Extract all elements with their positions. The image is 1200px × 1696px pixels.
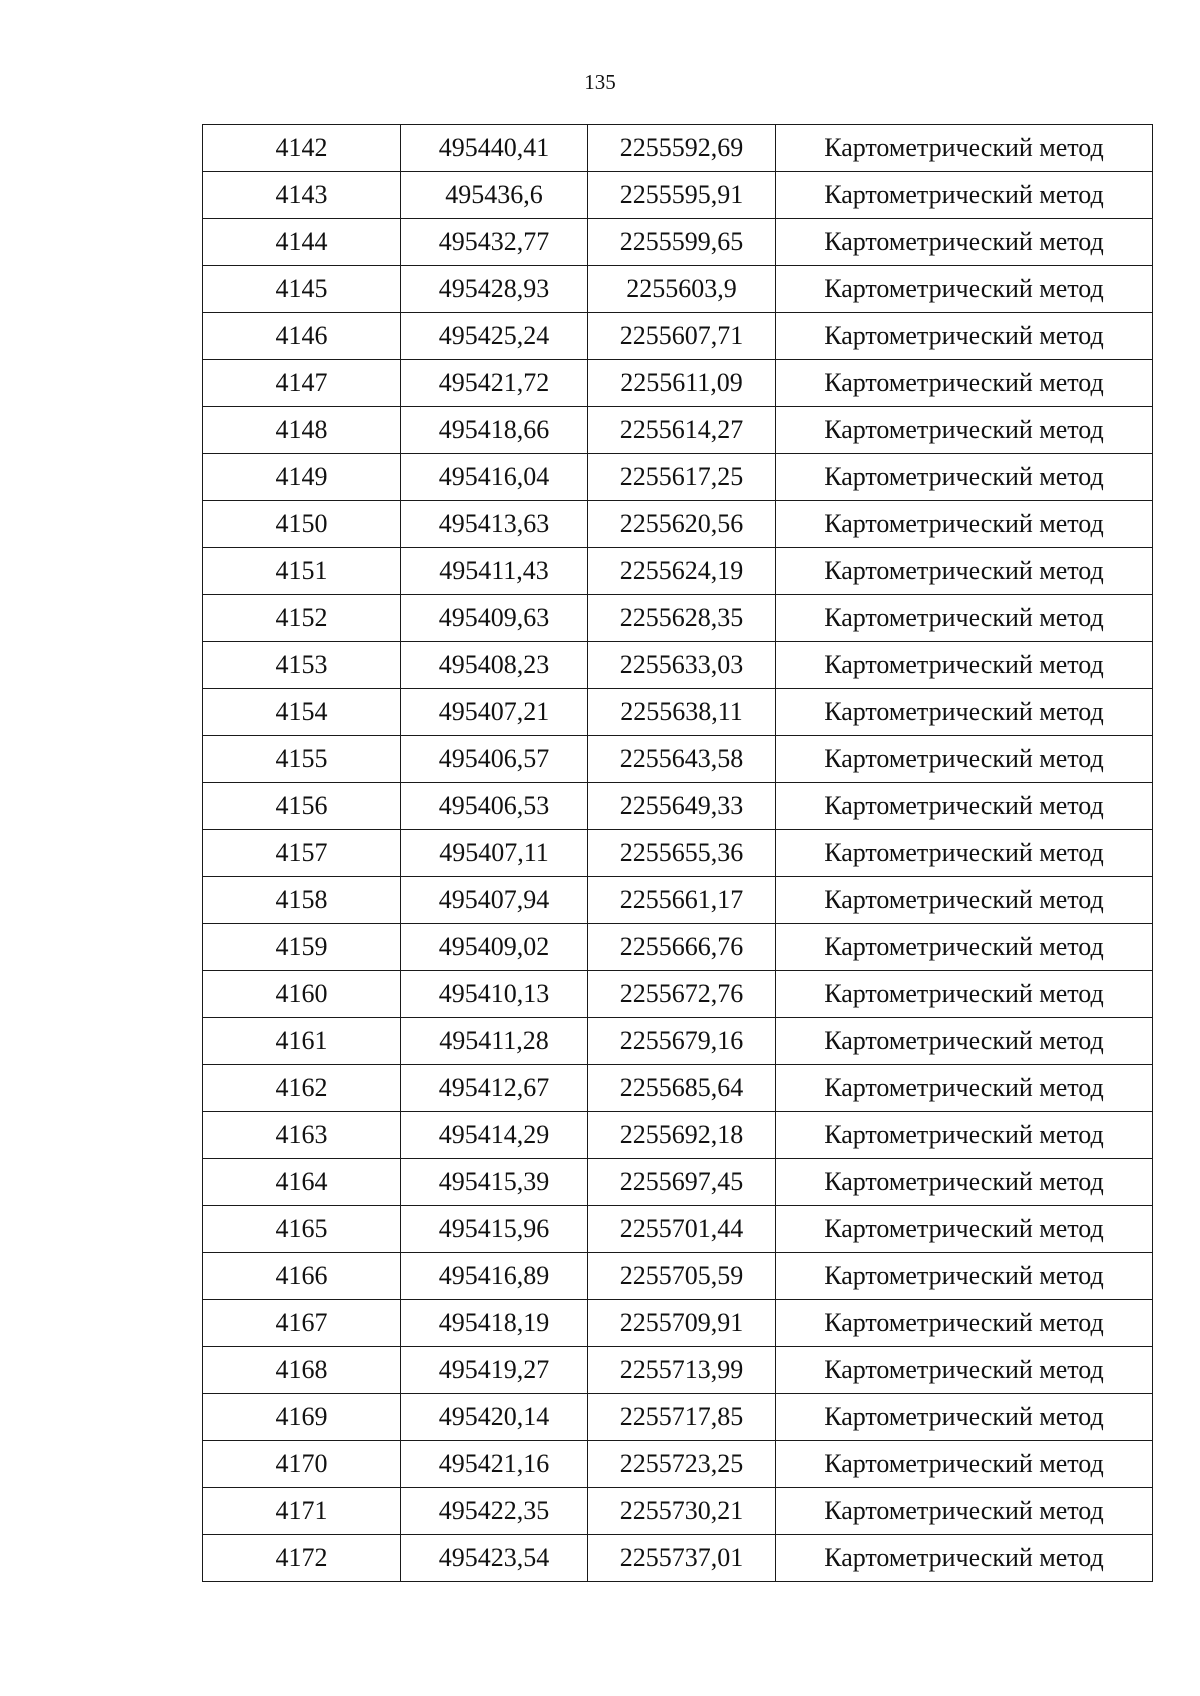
y-coordinate-cell: 2255705,59 xyxy=(588,1253,776,1300)
y-coordinate-cell: 2255697,45 xyxy=(588,1159,776,1206)
method-cell: Картометрический метод xyxy=(776,1206,1153,1253)
table-row xyxy=(203,313,1153,360)
point-number-cell: 4142 xyxy=(203,125,401,172)
x-coordinate-cell: 495425,24 xyxy=(401,313,588,360)
y-coordinate-cell: 2255603,9 xyxy=(588,266,776,313)
table-row xyxy=(203,1394,1153,1441)
x-coordinate-cell: 495408,23 xyxy=(401,642,588,689)
table-row xyxy=(203,1159,1153,1206)
y-coordinate-cell: 2255643,58 xyxy=(588,736,776,783)
point-number-cell: 4155 xyxy=(203,736,401,783)
table-row xyxy=(203,360,1153,407)
y-coordinate-cell: 2255628,35 xyxy=(588,595,776,642)
method-cell: Картометрический метод xyxy=(776,1159,1153,1206)
x-coordinate-cell: 495406,53 xyxy=(401,783,588,830)
table-row xyxy=(203,1441,1153,1488)
x-coordinate-cell: 495416,04 xyxy=(401,454,588,501)
point-number-cell: 4163 xyxy=(203,1112,401,1159)
method-cell: Картометрический метод xyxy=(776,501,1153,548)
x-coordinate-cell: 495432,77 xyxy=(401,219,588,266)
point-number-cell: 4165 xyxy=(203,1206,401,1253)
point-number-cell: 4143 xyxy=(203,172,401,219)
table-row xyxy=(203,1206,1153,1253)
table-row xyxy=(203,830,1153,877)
y-coordinate-cell: 2255717,85 xyxy=(588,1394,776,1441)
y-coordinate-cell: 2255737,01 xyxy=(588,1535,776,1582)
table-row xyxy=(203,548,1153,595)
point-number-cell: 4151 xyxy=(203,548,401,595)
page-number: 135 xyxy=(584,70,616,94)
method-cell: Картометрический метод xyxy=(776,407,1153,454)
y-coordinate-cell: 2255701,44 xyxy=(588,1206,776,1253)
table-row xyxy=(203,877,1153,924)
table-row xyxy=(203,783,1153,830)
x-coordinate-cell: 495406,57 xyxy=(401,736,588,783)
table-row xyxy=(203,501,1153,548)
x-coordinate-cell: 495418,19 xyxy=(401,1300,588,1347)
point-number-cell: 4152 xyxy=(203,595,401,642)
y-coordinate-cell: 2255709,91 xyxy=(588,1300,776,1347)
table-row xyxy=(203,454,1153,501)
method-cell: Картометрический метод xyxy=(776,219,1153,266)
y-coordinate-cell: 2255730,21 xyxy=(588,1488,776,1535)
table-row xyxy=(203,266,1153,313)
table-row xyxy=(203,1112,1153,1159)
method-cell: Картометрический метод xyxy=(776,1112,1153,1159)
method-cell: Картометрический метод xyxy=(776,877,1153,924)
table-row xyxy=(203,1253,1153,1300)
point-number-cell: 4166 xyxy=(203,1253,401,1300)
method-cell: Картометрический метод xyxy=(776,1300,1153,1347)
y-coordinate-cell: 2255679,16 xyxy=(588,1018,776,1065)
method-cell: Картометрический метод xyxy=(776,360,1153,407)
x-coordinate-cell: 495422,35 xyxy=(401,1488,588,1535)
method-cell: Картометрический метод xyxy=(776,971,1153,1018)
y-coordinate-cell: 2255620,56 xyxy=(588,501,776,548)
method-cell: Картометрический метод xyxy=(776,736,1153,783)
method-cell: Картометрический метод xyxy=(776,1253,1153,1300)
method-cell: Картометрический метод xyxy=(776,454,1153,501)
method-cell: Картометрический метод xyxy=(776,924,1153,971)
y-coordinate-cell: 2255685,64 xyxy=(588,1065,776,1112)
coordinates-table-body xyxy=(203,125,1153,1582)
method-cell: Картометрический метод xyxy=(776,1488,1153,1535)
x-coordinate-cell: 495409,02 xyxy=(401,924,588,971)
point-number-cell: 4150 xyxy=(203,501,401,548)
method-cell: Картометрический метод xyxy=(776,1441,1153,1488)
method-cell: Картометрический метод xyxy=(776,1065,1153,1112)
point-number-cell: 4154 xyxy=(203,689,401,736)
coordinates-table xyxy=(202,124,1153,1582)
x-coordinate-cell: 495411,28 xyxy=(401,1018,588,1065)
y-coordinate-cell: 2255617,25 xyxy=(588,454,776,501)
x-coordinate-cell: 495420,14 xyxy=(401,1394,588,1441)
method-cell: Картометрический метод xyxy=(776,783,1153,830)
point-number-cell: 4170 xyxy=(203,1441,401,1488)
x-coordinate-cell: 495407,21 xyxy=(401,689,588,736)
x-coordinate-cell: 495421,72 xyxy=(401,360,588,407)
y-coordinate-cell: 2255611,09 xyxy=(588,360,776,407)
point-number-cell: 4159 xyxy=(203,924,401,971)
y-coordinate-cell: 2255607,71 xyxy=(588,313,776,360)
x-coordinate-cell: 495410,13 xyxy=(401,971,588,1018)
point-number-cell: 4149 xyxy=(203,454,401,501)
point-number-cell: 4171 xyxy=(203,1488,401,1535)
method-cell: Картометрический метод xyxy=(776,595,1153,642)
y-coordinate-cell: 2255692,18 xyxy=(588,1112,776,1159)
y-coordinate-cell: 2255638,11 xyxy=(588,689,776,736)
table-row xyxy=(203,1018,1153,1065)
x-coordinate-cell: 495428,93 xyxy=(401,266,588,313)
point-number-cell: 4168 xyxy=(203,1347,401,1394)
table-row xyxy=(203,1300,1153,1347)
table-row xyxy=(203,125,1153,172)
y-coordinate-cell: 2255666,76 xyxy=(588,924,776,971)
y-coordinate-cell: 2255614,27 xyxy=(588,407,776,454)
point-number-cell: 4146 xyxy=(203,313,401,360)
method-cell: Картометрический метод xyxy=(776,172,1153,219)
table-row xyxy=(203,1347,1153,1394)
x-coordinate-cell: 495414,29 xyxy=(401,1112,588,1159)
x-coordinate-cell: 495412,67 xyxy=(401,1065,588,1112)
point-number-cell: 4164 xyxy=(203,1159,401,1206)
table-row xyxy=(203,219,1153,266)
x-coordinate-cell: 495418,66 xyxy=(401,407,588,454)
point-number-cell: 4167 xyxy=(203,1300,401,1347)
table-row xyxy=(203,1488,1153,1535)
point-number-cell: 4157 xyxy=(203,830,401,877)
y-coordinate-cell: 2255655,36 xyxy=(588,830,776,877)
table-row xyxy=(203,1065,1153,1112)
y-coordinate-cell: 2255672,76 xyxy=(588,971,776,1018)
point-number-cell: 4144 xyxy=(203,219,401,266)
point-number-cell: 4153 xyxy=(203,642,401,689)
table-row xyxy=(203,924,1153,971)
method-cell: Картометрический метод xyxy=(776,1347,1153,1394)
point-number-cell: 4156 xyxy=(203,783,401,830)
x-coordinate-cell: 495415,39 xyxy=(401,1159,588,1206)
method-cell: Картометрический метод xyxy=(776,689,1153,736)
point-number-cell: 4162 xyxy=(203,1065,401,1112)
x-coordinate-cell: 495416,89 xyxy=(401,1253,588,1300)
y-coordinate-cell: 2255592,69 xyxy=(588,125,776,172)
x-coordinate-cell: 495407,11 xyxy=(401,830,588,877)
point-number-cell: 4160 xyxy=(203,971,401,1018)
x-coordinate-cell: 495419,27 xyxy=(401,1347,588,1394)
method-cell: Картометрический метод xyxy=(776,1535,1153,1582)
method-cell: Картометрический метод xyxy=(776,642,1153,689)
y-coordinate-cell: 2255661,17 xyxy=(588,877,776,924)
x-coordinate-cell: 495415,96 xyxy=(401,1206,588,1253)
table-row xyxy=(203,736,1153,783)
table-row xyxy=(203,595,1153,642)
x-coordinate-cell: 495411,43 xyxy=(401,548,588,595)
x-coordinate-cell: 495409,63 xyxy=(401,595,588,642)
method-cell: Картометрический метод xyxy=(776,1018,1153,1065)
table-row xyxy=(203,642,1153,689)
point-number-cell: 4147 xyxy=(203,360,401,407)
point-number-cell: 4158 xyxy=(203,877,401,924)
y-coordinate-cell: 2255595,91 xyxy=(588,172,776,219)
method-cell: Картометрический метод xyxy=(776,313,1153,360)
point-number-cell: 4148 xyxy=(203,407,401,454)
point-number-cell: 4161 xyxy=(203,1018,401,1065)
method-cell: Картометрический метод xyxy=(776,548,1153,595)
x-coordinate-cell: 495421,16 xyxy=(401,1441,588,1488)
y-coordinate-cell: 2255599,65 xyxy=(588,219,776,266)
table-row xyxy=(203,407,1153,454)
table-row xyxy=(203,689,1153,736)
point-number-cell: 4172 xyxy=(203,1535,401,1582)
y-coordinate-cell: 2255633,03 xyxy=(588,642,776,689)
method-cell: Картометрический метод xyxy=(776,125,1153,172)
table-row xyxy=(203,1535,1153,1582)
y-coordinate-cell: 2255624,19 xyxy=(588,548,776,595)
method-cell: Картометрический метод xyxy=(776,1394,1153,1441)
method-cell: Картометрический метод xyxy=(776,830,1153,877)
x-coordinate-cell: 495407,94 xyxy=(401,877,588,924)
x-coordinate-cell: 495423,54 xyxy=(401,1535,588,1582)
point-number-cell: 4145 xyxy=(203,266,401,313)
table-row xyxy=(203,172,1153,219)
method-cell: Картометрический метод xyxy=(776,266,1153,313)
y-coordinate-cell: 2255723,25 xyxy=(588,1441,776,1488)
y-coordinate-cell: 2255649,33 xyxy=(588,783,776,830)
x-coordinate-cell: 495440,41 xyxy=(401,125,588,172)
table-row xyxy=(203,971,1153,1018)
x-coordinate-cell: 495413,63 xyxy=(401,501,588,548)
point-number-cell: 4169 xyxy=(203,1394,401,1441)
x-coordinate-cell: 495436,6 xyxy=(401,172,588,219)
y-coordinate-cell: 2255713,99 xyxy=(588,1347,776,1394)
